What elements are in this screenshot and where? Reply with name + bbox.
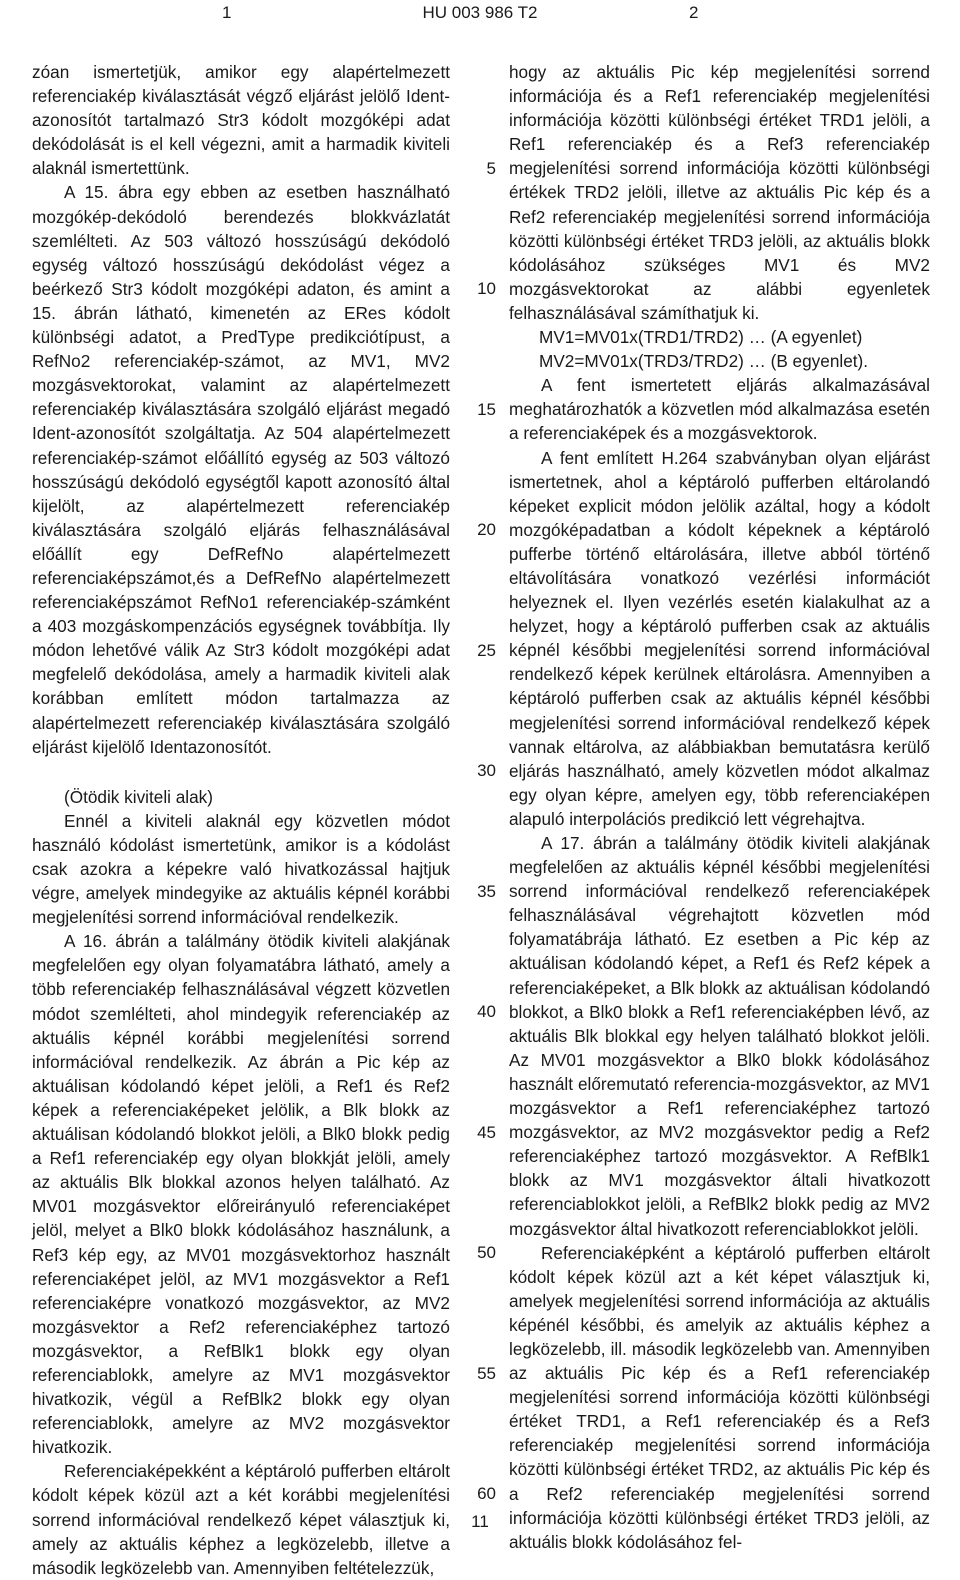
- right-column: [509, 60, 930, 1554]
- page-footer-number: 11: [471, 1512, 489, 1531]
- line-number: 60: [477, 1484, 496, 1503]
- left-paragraph-5: Referenciaképekként a képtároló pufferben eltárolt kódolt képek közül azt a két korábbi megjelenítési sorrend információval rendelkező képet választjuk ki, amely az aktuális képhez a legközelebb, illetve a második legközelebb van. Amennyiben feltételezzük,: [32, 1461, 450, 1578]
- line-number: 5: [486, 159, 496, 178]
- left-paragraph-2: A 15. ábra egy ebben az esetben használható mozgókép-dekódoló berendezés blokkvázlatát szemlélteti. Az 503 változó hosszúságú dekódoló egység változó hosszúságú dekódolást végez a beérkező Str3 kódolt mozgóképi adaton, és amint a 15. ábrán látható, kimenetén az ERes kódolt különbségi adatot, a PredType predikciótípust, a RefNo2 referenciakép-számot, az MV1, MV2 mozgásvektorokat, valamint az alapértelmezett referenciakép kiválasztására szolgáló eljárást megadó Ident-azonosítót szolgáltatja. Az 504 alapértelmezett referenciakép-számot előállító egység az 503 változó hosszúságú dekódoló egységtől kapott azonosító által kijelölt, az alapértelmezett referenciakép kiválasztására szolgáló eljárás felhasználásával előállít egy DefRefNo alapértelmezett referenciaképszámot,és a DefRefNo alapértelmezett referenciaképszámot RefNo1 referenciakép-számként a 403 mozgáskompenzációs egységnek továbbítja. Ily módon lehetővé válik Az Str3 kódolt mozgóképi adat megfelelő dekódolása, amely a harmadik kiviteli alak korábban említett módon tartalmazza az alapértelmezett referenciakép kiválasztására szolgáló eljárást kijelölő Identazonosítót.: [32, 182, 450, 757]
- line-number: 15: [477, 400, 496, 419]
- right-paragraph-3: A fent említett H.264 szabványban olyan eljárást ismertetnek, ahol a képtároló pufferben eltárolandó képeket explicit módon jelölik azáltal, hogy a kódolt mozgóképadatban a kódolt képeknek a képtároló pufferbe történő eltárolására, illetve abból történő eltávolítására vonatkozó vezérlési információt helyeznek el. Ilyen vezérlés esetén kialakulhat az a helyzet, hogy a képtároló pufferben csak az aktuális képnél későbbi megjelenítési sorrend információval rendelkező képek kerülnek eltárolásra. Amennyiben a képtároló pufferben csak az aktuális képnél későbbi megjelenítési sorrend információval rendelkező képek vannak eltárolva, az alábbiakban bemutatásra kerülő eljárás használható, amely közvetlen módot alkalmaz egy olyan képre, amelyen egy, több referenciaképen alapuló interpolációs predikció lett végrehajtva.: [509, 447, 930, 829]
- line-number: 50: [477, 1243, 496, 1262]
- left-page-number: 1: [222, 3, 232, 22]
- line-number: 30: [477, 761, 496, 780]
- section-heading: (Ötödik kiviteli alak): [64, 786, 213, 807]
- right-paragraph-1: hogy az aktuális Pic kép megjelenítési sorrend információja és a Ref1 referenciakép megjelenítési információja közötti különbségi értéket TRD1 jelöli, a Ref1 referenciakép és a Ref3 referenciakép megjelenítési sorrend információja közötti különbségi értékek TRD2 jelöli, illetve az aktuális Pic kép és a Ref2 referenciakép megjelenítési sorrend információja közötti különbségi értéket TRD3 jelöli, az aktuális blokk kódolásához szükséges MV1 és MV2 mozgásvektorokat az alábbi egyenletek felhasználásával számíthatjuk ki.: [509, 62, 930, 323]
- left-paragraph-1: zóan ismertetjük, amikor egy alapértelmezett referenciakép kiválasztását végző eljárást jelölő Ident-azonosítót tartalmazó Str3 kódolt mozgóképi adat dekódolását is el kell végezni, amit a harmadik kiviteli alaknál ismertettünk.: [32, 62, 450, 179]
- line-number: 25: [477, 641, 496, 660]
- line-number: 45: [477, 1123, 496, 1142]
- line-number: 20: [477, 520, 496, 539]
- right-page-number: 2: [689, 3, 699, 22]
- line-number: 55: [477, 1364, 496, 1383]
- right-paragraph-4: A 17. ábrán a találmány ötödik kiviteli alakjának megfelelően az aktuális képnél későbbi megjelenítési sorrend információval rendelkező referenciaképek felhasználásával végrehajtott közvetlen mód folyamatábrája látható. Ez esetben a Pic kép az aktuálisan kódolandó képet, a Ref1 és Ref2 képek a referenciaképeket, a Blk blokk az aktuálisan kódolandó blokkot, a Blk0 blokk a Ref1 referenciaképben lévő, az aktuális Blk blokkal egy helyen található blokkot jelöli. Az MV01 mozgásvektor a Blk0 blokk kódolásához használt előremutató referencia-mozgásvektor, az MV1 mozgásvektor a Ref1 referenciaképhez tartozó mozgásvektor, az MV2 mozgásvektor pedig a Ref2 referenciaképhez tartozó mozgásvektor. A RefBlk1 blokk az MV1 mozgásvektor általi hivatkozott referenciablokkot jelöli, a RefBlk2 blokk pedig az MV2 mozgásvektor által hivatkozott referenciablokkot jelöli.: [509, 833, 930, 1239]
- document-title: HU 003 986 T2: [422, 3, 538, 22]
- equation-b: MV2=MV01x(TRD3/TRD2) … (B egyenlet).: [539, 351, 869, 372]
- right-paragraph-2: A fent ismertetett eljárás alkalmazásával meghatározhatók a közvetlen mód alkalmazása esetén a referenciaképek és a mozgásvektorok.: [509, 375, 930, 444]
- left-column: [32, 60, 450, 1580]
- equation-a: MV1=MV01x(TRD1/TRD2) … (A egyenlet): [539, 327, 863, 348]
- line-number: 10: [477, 279, 496, 298]
- left-paragraph-3: Ennél a kiviteli alaknál egy közvetlen módot használó kódolást ismertetünk, amikor is a kódolást csak azokra a képekre való hivatkozással hajtjuk végre, amelyek mindegyike az aktuális képnél korábbi megjelenítési sorrend információval rendelkezik.: [32, 810, 450, 928]
- right-paragraph-5: Referenciaképként a képtároló pufferben eltárolt kódolt képek közül azt a két képet választjuk ki, amelyek megjelenítési sorrend információja az aktuális képénél későbbi, és amelyik az aktuális képhez a legközelebb, ill. második legközelebb van. Amennyiben az aktuális Pic kép és a Ref1 referenciakép megjelenítési sorrend információja közötti különbségi értéket TRD1, a Ref1 referenciakép és a Ref3 referenciakép megjelenítési sorrend információja közötti különbségi értéket TRD2, az aktuális Pic kép és a Ref2 referenciakép megjelenítési sorrend információja közötti különbségi értéket TRD3 jelöli, az aktuális blokk kódolásához fel-: [509, 1242, 930, 1552]
- left-paragraph-4: A 16. ábrán a találmány ötödik kiviteli alakjának megfelelően egy olyan folyamatábra látható, amely a több referenciakép felhasználásával végzett közvetlen módot szemlélteti, ahol mindegyik referenciakép az aktuális képnél korábbi megjelenítési sorrend információval rendelkezik. Az ábrán a Pic kép az aktuálisan kódolandó képet jelöli, a Ref1 és Ref2 képek a referenciaképeket jelölik, a Blk blokk az aktuálisan kódolandó blokkot jelöli, a Blk0 blokk pedig a Ref1 referenciakép egy olyan blokkját jelöli, amely az aktuális Blk blokkal azonos helyen található. Az MV01 mozgásvektor előreirányuló referenciaképet jelöl, melyet a Blk0 blokk kódolásához használunk, a Ref3 kép egy, az MV01 mozgásvektorhoz használt referenciaképet jelöl, az MV1 mozgásvektor a Ref1 referenciaképre vonatkozó mozgásvektor, az MV2 mozgásvektor a Ref2 referenciaképhez tartozó mozgásvektor, a RefBlk1 blokk egy olyan referenciablokk, amelyre az MV1 mozgásvektor hivatkozik, végül a RefBlk2 blokk egy olyan referenciablokk, amelyre az MV2 mozgásvektor hivatkozik.: [32, 931, 450, 1458]
- line-number: 35: [477, 882, 496, 901]
- line-number: 40: [477, 1002, 496, 1021]
- page-header: [0, 0, 960, 30]
